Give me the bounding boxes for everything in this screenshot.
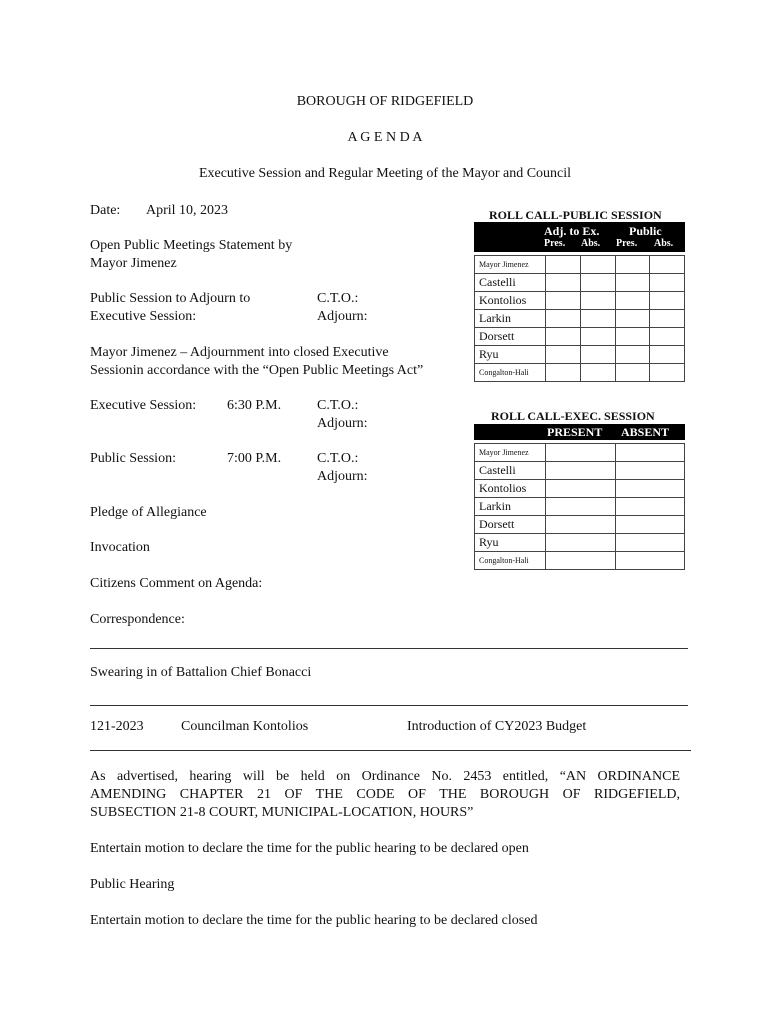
opma-line2: Mayor Jimenez: [90, 256, 177, 271]
checkbox-cell[interactable]: [615, 480, 685, 498]
checkbox-cell[interactable]: [546, 498, 616, 516]
meeting-subtitle: Executive Session and Regular Meeting of the Mayor and Council: [198, 166, 572, 181]
checkbox-cell[interactable]: [615, 444, 685, 462]
member-name: Ryu: [475, 346, 546, 364]
public-session-cto: C.T.O.:: [317, 451, 359, 466]
table-row: [475, 516, 685, 534]
roll-public-group1: Adj. to Ex.: [544, 224, 600, 238]
checkbox-cell[interactable]: [615, 498, 685, 516]
roll-public-title: ROLL CALL-PUBLIC SESSION: [489, 208, 662, 222]
exec-session-time: 6:30 P.M.: [227, 398, 282, 413]
roll-public-col: Abs.: [581, 238, 601, 249]
checkbox-cell[interactable]: [615, 310, 650, 328]
checkbox-cell[interactable]: [650, 256, 685, 274]
checkbox-cell[interactable]: [615, 274, 650, 292]
roll-public-col: Pres.: [544, 238, 566, 249]
member-name: Kontolios: [475, 480, 546, 498]
checkbox-cell[interactable]: [580, 310, 615, 328]
checkbox-cell[interactable]: [580, 328, 615, 346]
table-row: [475, 462, 685, 480]
member-name: Castelli: [475, 462, 546, 480]
date-value: April 10, 2023: [146, 203, 229, 218]
divider: [90, 705, 688, 706]
checkbox-cell[interactable]: [580, 274, 615, 292]
checkbox-cell[interactable]: [615, 364, 650, 382]
roll-exec-col: ABSENT: [621, 425, 670, 439]
checkbox-cell[interactable]: [546, 516, 616, 534]
table-row: [475, 498, 685, 516]
checkbox-cell[interactable]: [615, 552, 685, 570]
checkbox-cell[interactable]: [650, 310, 685, 328]
ordinance-line3: SUBSECTION 21-8 COURT, MUNICIPAL-LOCATION, HOURS”: [90, 805, 474, 820]
checkbox-cell[interactable]: [650, 364, 685, 382]
checkbox-cell[interactable]: [580, 292, 615, 310]
checkbox-cell[interactable]: [546, 346, 581, 364]
closed-line2: Sessionin accordance with the “Open Public Meetings Act”: [90, 363, 424, 378]
checkbox-cell[interactable]: [650, 328, 685, 346]
checkbox-cell[interactable]: [615, 346, 650, 364]
checkbox-cell[interactable]: [546, 274, 581, 292]
checkbox-cell[interactable]: [615, 292, 650, 310]
checkbox-cell[interactable]: [546, 328, 581, 346]
member-name: Larkin: [475, 310, 546, 328]
checkbox-cell[interactable]: [650, 274, 685, 292]
divider: [90, 750, 691, 751]
table-row: [475, 310, 685, 328]
date-label: Date:: [90, 203, 121, 218]
checkbox-cell[interactable]: [546, 256, 581, 274]
checkbox-cell[interactable]: [546, 364, 581, 382]
hearing-closed: Entertain motion to declare the time for the public hearing to be declared closed: [90, 913, 538, 928]
resolution-sponsor: Councilman Kontolios: [181, 719, 309, 734]
table-row: [475, 328, 685, 346]
table-row: [475, 292, 685, 310]
resolution-number: 121-2023: [90, 719, 144, 734]
checkbox-cell[interactable]: [615, 256, 650, 274]
adjourn-exec-adjourn: Adjourn:: [317, 309, 368, 324]
checkbox-cell[interactable]: [546, 462, 616, 480]
roll-exec-table: [474, 443, 685, 570]
adjourn-exec-cto: C.T.O.:: [317, 291, 359, 306]
member-name: Mayor Jimenez: [475, 256, 546, 274]
checkbox-cell[interactable]: [615, 462, 685, 480]
roll-exec-col: PRESENT: [547, 425, 603, 439]
checkbox-cell[interactable]: [615, 516, 685, 534]
citizens-comment-item: Citizens Comment on Agenda:: [90, 576, 263, 591]
member-name: Mayor Jimenez: [475, 444, 546, 462]
member-name: Congalton-Hali: [475, 364, 546, 382]
agenda-title: A G E N D A: [347, 130, 423, 145]
public-session-time: 7:00 P.M.: [227, 451, 282, 466]
exec-session-cto: C.T.O.:: [317, 398, 359, 413]
ordinance-line1: As advertised, hearing will be held on Ordinance No. 2453 entitled, “AN ORDINANCE: [90, 769, 680, 784]
member-name: Dorsett: [475, 516, 546, 534]
checkbox-cell[interactable]: [580, 364, 615, 382]
table-row: [475, 274, 685, 292]
borough-title: BOROUGH OF RIDGEFIELD: [296, 94, 474, 109]
checkbox-cell[interactable]: [546, 534, 616, 552]
closed-line1: Mayor Jimenez – Adjournment into closed Executive: [90, 345, 389, 360]
table-row: [475, 364, 685, 382]
public-session-label: Public Session:: [90, 451, 176, 466]
member-name: Dorsett: [475, 328, 546, 346]
invocation-item: Invocation: [90, 540, 150, 555]
table-row: [475, 444, 685, 462]
table-row: [475, 346, 685, 364]
checkbox-cell[interactable]: [650, 346, 685, 364]
roll-exec-title: ROLL CALL-EXEC. SESSION: [491, 409, 655, 423]
member-name: Castelli: [475, 274, 546, 292]
checkbox-cell[interactable]: [546, 552, 616, 570]
member-name: Ryu: [475, 534, 546, 552]
exec-session-adjourn: Adjourn:: [317, 416, 368, 431]
ordinance-line2: AMENDING CHAPTER 21 OF THE CODE OF THE BOROUGH OF RIDGEFIELD,: [90, 787, 680, 802]
resolution-title: Introduction of CY2023 Budget: [407, 719, 587, 734]
checkbox-cell[interactable]: [546, 310, 581, 328]
hearing-open: Entertain motion to declare the time for the public hearing to be declared open: [90, 841, 529, 856]
roll-public-group2: Public: [629, 224, 662, 238]
swearing-item: Swearing in of Battalion Chief Bonacci: [90, 665, 312, 680]
adjourn-exec-line1: Public Session to Adjourn to: [90, 291, 251, 306]
member-name: Kontolios: [475, 292, 546, 310]
table-row: [475, 480, 685, 498]
divider: [90, 648, 688, 649]
roll-public-header: [474, 222, 685, 252]
public-hearing: Public Hearing: [90, 877, 175, 892]
checkbox-cell[interactable]: [546, 292, 581, 310]
checkbox-cell[interactable]: [615, 534, 685, 552]
roll-public-table: [474, 255, 685, 382]
roll-public-col: Abs.: [654, 238, 674, 249]
checkbox-cell[interactable]: [546, 444, 616, 462]
exec-session-label: Executive Session:: [90, 398, 197, 413]
table-row: [475, 534, 685, 552]
public-session-adjourn: Adjourn:: [317, 469, 368, 484]
checkbox-cell[interactable]: [650, 292, 685, 310]
checkbox-cell[interactable]: [580, 346, 615, 364]
table-row: [475, 256, 685, 274]
member-name: Congalton-Hali: [475, 552, 546, 570]
checkbox-cell[interactable]: [580, 256, 615, 274]
roll-public-col: Pres.: [616, 238, 638, 249]
opma-line1: Open Public Meetings Statement by: [90, 238, 293, 253]
checkbox-cell[interactable]: [546, 480, 616, 498]
member-name: Larkin: [475, 498, 546, 516]
pledge-item: Pledge of Allegiance: [90, 505, 207, 520]
adjourn-exec-line2: Executive Session:: [90, 309, 197, 324]
roll-exec-header: [474, 424, 685, 440]
table-row: [475, 552, 685, 570]
checkbox-cell[interactable]: [615, 328, 650, 346]
correspondence-item: Correspondence:: [90, 612, 185, 627]
